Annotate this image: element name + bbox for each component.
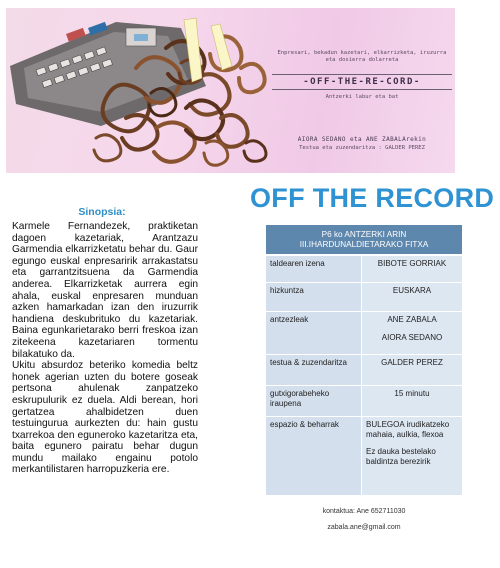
poster-title: -OFF-THE-RE-CORD- xyxy=(272,74,452,90)
row-value: EUSKARA xyxy=(362,283,462,311)
poster-genre: Antzerki labur eta bat xyxy=(325,94,399,100)
sinopsia-paragraph-1: Karmele Fernandezek, praktiketan dagoen kazetariak, Arantzazu Garmendia elkarrizketatu behar du. Gaur egungo euskal enpresaririk arrakastatsu eta garrantzitsuena da Garmendia anderea. Elkarrizketak aurrera egin ahala, euskal enpresaren munduan azken hamarkadan izan den iruzurrik handiena deskubrituko du kazetariak. Baina egunkarietarako berri freskoa izan zitekeena kazetariaren tormentu bilakatuko da. xyxy=(12,221,198,360)
card-row-duration xyxy=(266,386,462,417)
row-label: hizkuntza xyxy=(266,283,362,311)
contact-email[interactable]: zabala.ane@gmail.com xyxy=(327,524,401,531)
poster-tagline: Enpresari, bekadun kazetari, elkarrizketa, iruzurra eta dosierra dolarreta xyxy=(277,50,447,63)
sinopsia-paragraph-2: Ukitu absurdoz beteriko komedia beltz honek agerian uzten du botere goseak pertsona ahulenak zanpatzeko eskrupulurik ez duela. Aldi berean, hori gertatzea ahalbidetzen duen testuingurua aurkezten du: hain gustu txarrekoa den eguneroko kazetaritza eta, baita egunero pairatu behar dugun mundu mailako engainu potolo merkantilistaren harropuzkeria ere. xyxy=(12,360,198,476)
row-value xyxy=(362,417,462,495)
card-row-group-name xyxy=(266,256,462,283)
card-row-language xyxy=(266,283,462,312)
sinopsia-section xyxy=(6,178,232,558)
poster-banner xyxy=(6,8,455,173)
card-row-space-needs xyxy=(266,417,462,496)
row-label: antzezleak xyxy=(266,312,362,354)
poster-cast: AIORA SEDANO eta ANE ZABALArekin xyxy=(297,136,427,143)
card-row-actors xyxy=(266,312,462,355)
sinopsia-heading: Sinopsia: xyxy=(78,206,126,218)
needs-line-1: BULEGOA irudikatzeko mahaia, aulkia, flexoa xyxy=(366,420,450,439)
actor-2: AIORA SEDANO xyxy=(381,332,443,342)
row-value xyxy=(362,312,462,354)
row-value: 15 minutu xyxy=(362,386,462,416)
row-label: testua & zuzendaritza xyxy=(266,355,362,385)
row-label: espazio & beharrak xyxy=(266,417,362,495)
actor-1: ANE ZABALA xyxy=(387,315,437,324)
row-value: GALDER PEREZ xyxy=(362,355,462,385)
sinopsia-body xyxy=(12,221,198,476)
typewriter-illustration xyxy=(10,22,206,126)
page-title: OFF THE RECORD xyxy=(250,183,495,213)
row-label: taldearen izena xyxy=(266,256,362,282)
card-header-line-1: P6 ko ANTZERKI ARIN xyxy=(321,230,407,239)
poster-credit: Testua eta zuzendaritza : GALDER PEREZ xyxy=(299,145,425,151)
contact-phone: kontaktua: Ane 652711030 xyxy=(322,508,406,515)
row-value: BIBOTE GORRIAK xyxy=(362,256,462,282)
info-card xyxy=(266,225,462,496)
needs-line-2: Ez dauka bestelako baldintza berezirik xyxy=(366,447,436,466)
card-header xyxy=(266,225,462,256)
card-row-text-direction xyxy=(266,355,462,386)
card-header-line-2: III.IHARDUNALDIETARAKO FITXA xyxy=(299,240,429,249)
row-label: gutxigorabeheko iraupena xyxy=(266,386,362,416)
